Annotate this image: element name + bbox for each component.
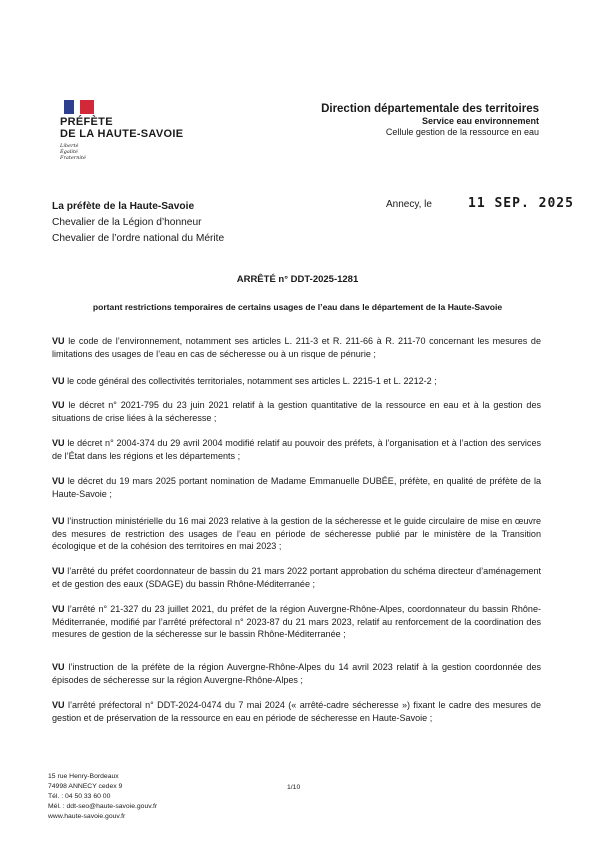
direction-header xyxy=(321,103,539,138)
vu-paragraph xyxy=(52,475,541,500)
page-number: 1/10 xyxy=(287,784,301,791)
vu-text: le décret n° 2004-374 du 29 avril 2004 modifié relatif au pouvoir des préfets, à l’organisation et à l’action des services de l’État dans les régions et les départements ; xyxy=(52,438,541,461)
signatory-honour-2: Chevalier de l’ordre national du Mérite xyxy=(52,233,225,244)
vu-keyword: VU xyxy=(52,438,65,448)
vu-keyword: VU xyxy=(52,376,65,386)
motto-liberte: Liberté xyxy=(60,143,79,149)
vu-paragraph xyxy=(52,375,541,388)
vu-text: l’arrêté n° 21-327 du 23 juillet 2021, du préfet de la région Auvergne-Rhône-Alpes, coordonnateur du bassin Rhône-Méditerranée, modifié par l’arrêté préfectoral n° 2023-87 du 21 mars 2023, relatif au renforcement de la coordination des mesures de gestion de la sécheresse sur le bassin Rhône-Méditerranée ; xyxy=(52,604,541,639)
vu-keyword: VU xyxy=(52,336,65,346)
republic-motto xyxy=(60,143,86,161)
vu-paragraph xyxy=(52,603,541,641)
vu-text: l’arrêté préfectoral n° DDT-2024-0474 du 7 mai 2024 (« arrêté-cadre sécheresse ») fixant le cadre des mesures de gestion et de préservation de la ressource en eau en période de sécheresse en Haute-Savoie ; xyxy=(52,700,541,723)
vu-keyword: VU xyxy=(52,516,65,526)
vu-text: le code de l’environnement, notamment ses articles L. 211-3 et R. 211-66 à R. 211-70 concernant les mesures de limitations des usages de l’eau en cas de sécheresse ou à un risque de pénurie ; xyxy=(52,336,541,359)
arrete-number: ARRÊTÉ n° DDT-2025-1281 xyxy=(236,274,359,285)
vu-paragraph xyxy=(52,565,541,590)
direction-title: Direction départementale des territoires xyxy=(321,103,539,115)
vu-paragraph xyxy=(52,399,541,424)
signatory-honour-1: Chevalier de la Légion d’honneur xyxy=(52,217,202,228)
date-place: Annecy, le xyxy=(386,199,432,210)
vu-keyword: VU xyxy=(52,476,65,486)
service-name: Service eau environnement xyxy=(421,116,539,126)
footer-address xyxy=(48,772,157,822)
vu-text: le code général des collectivités territoriales, notamment ses articles L. 2215-1 et L. 2212-2 ; xyxy=(67,376,437,386)
signatory-block xyxy=(52,199,224,247)
website-link[interactable]: www.haute-savoie.gouv.fr xyxy=(48,813,126,820)
vu-paragraph xyxy=(52,699,541,724)
vu-text: le décret du 19 mars 2025 portant nomination de Madame Emmanuelle DUBÉE, préfète, en qualité de préfète de la Haute-Savoie ; xyxy=(52,476,542,499)
vu-text: le décret n° 2021-795 du 23 juin 2021 relatif à la gestion quantitative de la ressource en eau et à la gestion des situations de crise liées à la sécheresse ; xyxy=(52,400,541,423)
date-stamp: 11 SEP. 2025 xyxy=(468,196,574,211)
org-name-line2: DE LA HAUTE-SAVOIE xyxy=(60,128,184,140)
vu-keyword: VU xyxy=(52,700,65,710)
vu-keyword: VU xyxy=(52,566,65,576)
marianne-flag-icon xyxy=(64,100,94,114)
vu-paragraph xyxy=(52,515,541,553)
arrete-object: portant restrictions temporaires de certains usages de l’eau dans le département de la Haute-Savoie xyxy=(92,302,503,312)
org-name-line1: PRÉFÈTE xyxy=(60,116,113,128)
vu-keyword: VU xyxy=(52,400,65,410)
signatory-title: La préfète de la Haute-Savoie xyxy=(52,201,195,212)
motto-egalite: Égalité xyxy=(60,149,78,155)
email-address: Mél. : ddt-seo@haute-savoie.gouv.fr xyxy=(48,803,158,810)
vu-text: l’instruction de la préfète de la région Auvergne-Rhône-Alpes du 14 avril 2023 relatif à la gestion coordonnée des épisodes de sécheresse sur la région Auvergne-Rhône-Alpes ; xyxy=(52,662,542,685)
phone-number: Tél. : 04 50 33 60 00 xyxy=(48,793,111,800)
vu-paragraph xyxy=(52,661,541,686)
prefecture-logo xyxy=(50,100,200,170)
vu-text: l’arrêté du préfet coordonnateur de bassin du 21 mars 2022 portant approbation du schéma directeur d’aménagement et de gestion des eaux (SDAGE) du bassin Rhône-Méditerranée ; xyxy=(52,566,541,589)
vu-text: l’instruction ministérielle du 16 mai 2023 relative à la gestion de la sécheresse et le guide circulaire de mise en œuvre des mesures de restriction des usages de l’eau en période de sécheresse publié par le ministère de la Transition écologique et de la cohésion des territoires en mai 2023 ; xyxy=(52,516,541,551)
vu-keyword: VU xyxy=(52,604,65,614)
address-city: 74998 ANNECY cedex 9 xyxy=(48,783,123,790)
vu-paragraph xyxy=(52,437,541,462)
vu-keyword: VU xyxy=(52,662,65,672)
cellule-name: Cellule gestion de la ressource en eau xyxy=(385,127,539,137)
motto-fraternite: Fraternité xyxy=(60,155,86,161)
address-street: 15 rue Henry-Bordeaux xyxy=(48,773,119,780)
vu-paragraph xyxy=(52,335,541,360)
